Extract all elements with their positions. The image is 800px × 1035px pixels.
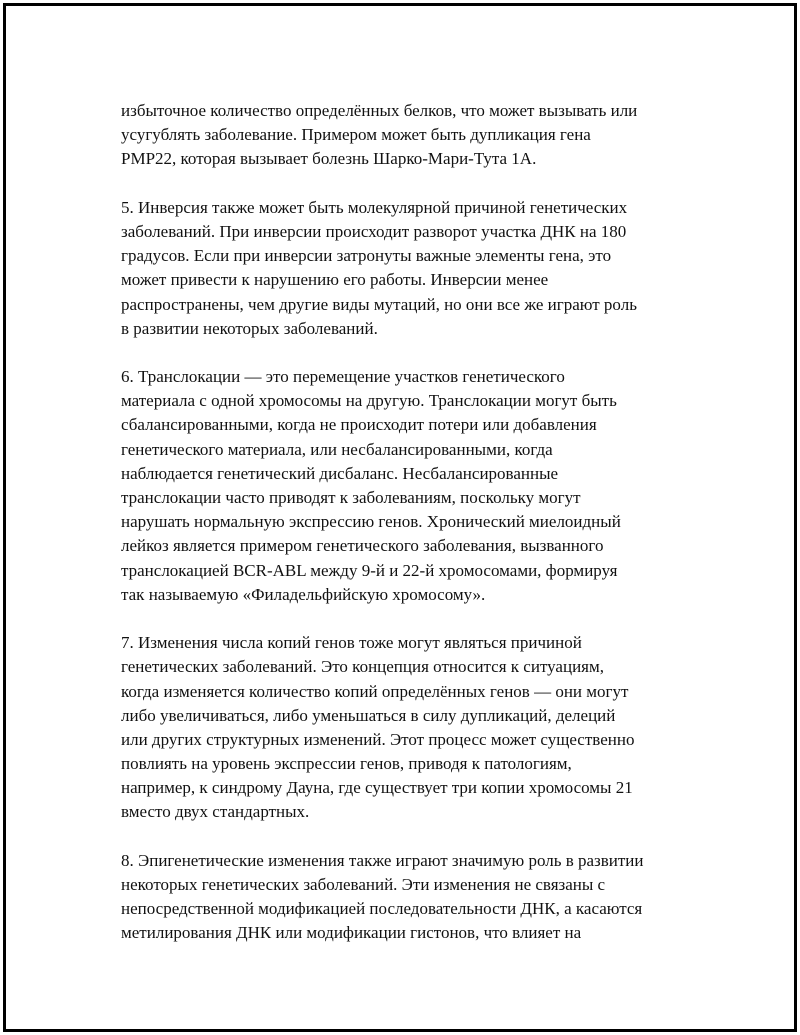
- text-line: 5. Инверсия также может быть молекулярной причиной генетических: [121, 197, 628, 217]
- text-line: в развитии некоторых заболеваний.: [121, 318, 378, 338]
- paragraph-epigenetic: [121, 849, 711, 946]
- paragraph-continuation: [121, 99, 711, 172]
- paragraph-copy-number: [121, 631, 711, 825]
- text-line: некоторых генетических заболеваний. Эти изменения не связаны с: [121, 875, 606, 894]
- text-line: 8. Эпигенетические изменения также играют значимую роль в развитии: [121, 850, 644, 870]
- text-line: или других структурных изменений. Этот процесс может существенно: [121, 729, 635, 749]
- text-line: нарушать нормальную экспрессию генов. Хронический миелоидный: [121, 512, 621, 532]
- text-line: повлиять на уровень экспрессии генов, приводя к патологиям,: [121, 754, 572, 774]
- text-line: заболеваний. При инверсии происходит разворот участка ДНК на 180: [121, 221, 627, 241]
- text-line: генетического материала, или несбалансированными, когда: [121, 439, 553, 459]
- text-line: непосредственной модификацией последовательности ДНК, а касаются: [121, 899, 643, 919]
- text-line: усугублять заболевание. Примером может быть дупликация гена: [121, 125, 591, 145]
- text-line: избыточное количество определённых белков, что может вызывать или: [121, 101, 638, 120]
- text-line: например, к синдрому Дауна, где существует три копии хромосомы 21: [121, 778, 633, 798]
- text-line: может привести к нарушению его работы. Инверсии менее: [121, 270, 549, 290]
- document-body: [121, 99, 711, 970]
- text-line: 6. Транслокации — это перемещение участков генетического: [121, 367, 565, 387]
- text-line: когда изменяется количество копий определённых генов — они могут: [121, 681, 629, 701]
- text-line: генетических заболеваний. Это концепция относится к ситуациям,: [121, 657, 604, 677]
- page-frame: [3, 3, 797, 1032]
- text-line: 7. Изменения числа копий генов тоже могут являться причиной: [121, 633, 582, 653]
- text-line: наблюдается генетический дисбаланс. Несбалансированные: [121, 463, 559, 483]
- text-line: сбалансированными, когда не происходит потери или добавления: [121, 415, 597, 435]
- text-line: транслокации часто приводят к заболеваниям, поскольку могут: [121, 488, 581, 507]
- text-line: PMP22, которая вызывает болезнь Шарко-Мари-Тута 1A.: [121, 149, 537, 169]
- text-line: транслокацией BCR-ABL между 9-й и 22-й хромосомами, формируя: [121, 560, 618, 580]
- text-line: либо увеличиваться, либо уменьшаться в силу дупликаций, делеций: [121, 705, 616, 725]
- paragraph-inversion: [121, 196, 711, 341]
- text-line: метилирования ДНК или модификации гистонов, что влияет на: [121, 923, 582, 943]
- text-line: распространены, чем другие виды мутаций, но они все же играют роль: [121, 294, 637, 314]
- text-line: вместо двух стандартных.: [121, 802, 310, 822]
- text-line: лейкоз является примером генетического заболевания, вызванного: [121, 536, 604, 556]
- text-line: так называемую «Филадельфийскую хромосому».: [121, 584, 486, 604]
- text-line: градусов. Если при инверсии затронуты важные элементы гена, это: [121, 246, 612, 266]
- paragraph-translocations: [121, 365, 711, 607]
- text-line: материала с одной хромосомы на другую. Транслокации могут быть: [121, 391, 617, 411]
